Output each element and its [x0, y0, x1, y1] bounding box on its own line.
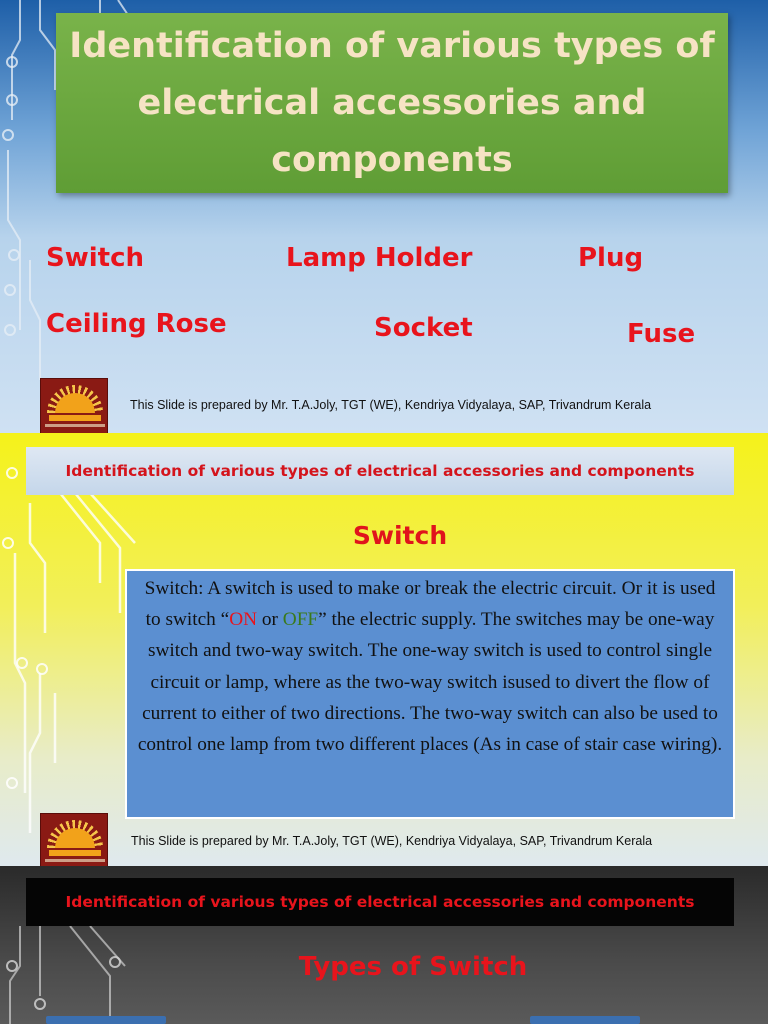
kv-logo-icon	[40, 378, 108, 433]
slide-3-subtitle: Types of Switch	[298, 952, 528, 982]
switch-description	[125, 569, 735, 819]
item-socket: Socket	[374, 313, 473, 343]
cut-off-text	[530, 1016, 640, 1024]
kv-logo-icon	[40, 813, 108, 866]
slide-2	[0, 433, 768, 866]
slide-3-banner	[26, 878, 734, 926]
slide-2-banner	[26, 447, 734, 495]
on-text: ON	[229, 609, 258, 631]
banner-text: Identification of various types of electrical accessories and components	[65, 462, 695, 480]
circuit-decoration	[0, 433, 140, 866]
item-lamp-holder: Lamp Holder	[286, 243, 473, 273]
slide-3	[0, 866, 768, 1024]
slide-2-subtitle: Switch	[352, 521, 448, 550]
body-text-2: ” the electric supply. The switches may be one-way switch and two-way switch. The one-way switch is used to control single circuit or lamp, where as the two-way switch isused to divert the flow of current to either of two directions. The two-way switch can also be used to control one lamp from two different places (As in case of stair case wiring).	[137, 609, 723, 756]
body-text-1: Switch: A switch is used to make or break the electric circuit. Or it is used to switch “	[144, 578, 716, 631]
item-plug: Plug	[578, 243, 644, 273]
slide-1	[0, 0, 768, 433]
credit-text: This Slide is prepared by Mr. T.A.Joly, TGT (WE), Kendriya Vidyalaya, SAP, Trivandrum Kerala	[130, 398, 652, 412]
title-box	[56, 13, 728, 193]
item-ceiling-rose: Ceiling Rose	[46, 309, 227, 339]
item-fuse: Fuse	[627, 319, 696, 349]
off-text: OFF	[282, 609, 319, 631]
slide-title: Identification of various types of electrical accessories and components	[69, 25, 715, 180]
credit-text: This Slide is prepared by Mr. T.A.Joly, TGT (WE), Kendriya Vidyalaya, SAP, Trivandrum Kerala	[131, 834, 653, 848]
banner-text: Identification of various types of electrical accessories and components	[65, 893, 695, 911]
item-switch: Switch	[46, 243, 145, 273]
or-text: or	[257, 609, 283, 631]
cut-off-text	[46, 1016, 166, 1024]
